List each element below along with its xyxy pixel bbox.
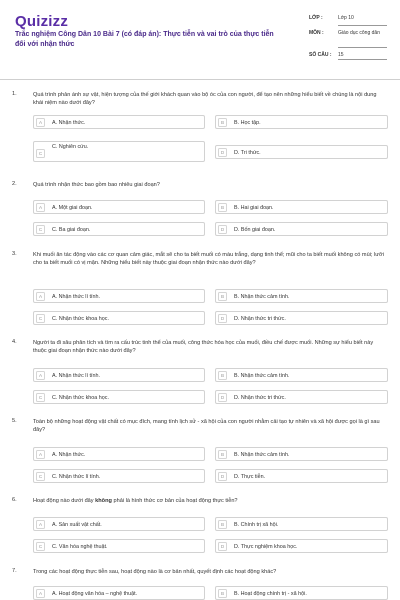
option-text: A. Nhận thức lí tính. [52, 372, 100, 379]
option-letter: C [36, 314, 45, 323]
option-b[interactable] [215, 115, 388, 129]
meta-row-mon [309, 26, 387, 48]
question-number: 2. [12, 181, 17, 187]
option-letter: D [218, 225, 227, 234]
header-divider [0, 79, 400, 80]
option-letter: C [36, 225, 45, 234]
question-number: 5. [12, 418, 17, 424]
option-letter: D [218, 393, 227, 402]
option-d[interactable] [215, 145, 388, 159]
meta-row-lop [309, 12, 387, 26]
option-letter: B [218, 520, 227, 529]
question-text-part: Hoạt động nào dưới đây [33, 498, 96, 504]
question-number: 1. [12, 91, 17, 97]
option-text: A. Hoạt động văn hóa – nghệ thuật. [52, 590, 138, 597]
page-title: Trắc nghiệm Công Dân 10 Bài 7 (có đáp án): Thực tiễn và vai trò của thực tiễn đối với nhận thức [15, 31, 274, 48]
option-d[interactable] [215, 390, 388, 404]
option-text: C. Nghiên cứu. [52, 143, 89, 150]
question-text: Khi muối ăn tác động vào các cơ quan cảm giác, mắt sẽ cho ta biết muối có màu trắng, dạng tinh thể; mũi cho ta biết muối không có mùi; lưỡi cho ta biết muối có vị mặn. Những hiểu biết này thuộc giai đoạn nhận thức nào dưới đây? [33, 252, 384, 267]
option-a[interactable] [33, 115, 205, 129]
option-text: D. Nhận thức tri thức. [234, 315, 286, 322]
option-text: B. Chính trị xã hội. [234, 521, 279, 528]
option-letter: A [36, 118, 45, 127]
option-letter: D [218, 148, 227, 157]
option-b[interactable] [215, 447, 388, 461]
option-text: A. Sản xuất vật chất. [52, 521, 102, 528]
option-text: D. Bốn giai đoạn. [234, 226, 276, 233]
question-text: Quá trình nhận thức bao gồm bao nhiêu giai đoạn? [33, 182, 160, 188]
option-text: C. Ba giai đoạn. [52, 226, 91, 233]
meta-panel [309, 12, 387, 60]
option-text: C. Nhận thức lí tính. [52, 473, 101, 480]
option-letter: B [218, 371, 227, 380]
option-c[interactable] [33, 390, 205, 404]
option-text: D. Thực nghiệm khoa học. [234, 543, 298, 550]
meta-label-socau: SỐ CÂU : [309, 52, 332, 58]
option-d[interactable] [215, 222, 388, 236]
meta-line [338, 59, 387, 60]
option-letter: A [36, 292, 45, 301]
option-letter: A [36, 203, 45, 212]
option-b[interactable] [215, 200, 388, 214]
meta-label-mon: MÔN : [309, 30, 324, 36]
question-number: 4. [12, 339, 17, 345]
option-d[interactable] [215, 311, 388, 325]
option-text: B. Hoạt động chính trị - xã hội. [234, 590, 307, 597]
option-letter: C [36, 149, 45, 158]
option-letter: C [36, 542, 45, 551]
meta-value-mon: Giáo dục công dân [338, 30, 380, 36]
option-letter: B [218, 450, 227, 459]
meta-value-lop: Lớp 10 [338, 15, 354, 21]
option-text: D. Thực tiễn. [234, 473, 266, 480]
question-text [33, 497, 388, 505]
option-c[interactable] [33, 141, 205, 162]
option-b[interactable] [215, 517, 388, 531]
option-b[interactable] [215, 289, 388, 303]
option-letter: A [36, 520, 45, 529]
option-letter: A [36, 589, 45, 598]
meta-value-socau: 15 [338, 52, 344, 58]
option-text: A. Một giai đoạn. [52, 204, 93, 211]
option-text: B. Học tập. [234, 119, 261, 126]
option-text: B. Nhận thức cảm tính. [234, 451, 290, 458]
option-text: C. Văn hóa nghệ thuật. [52, 543, 108, 550]
question-text: Toàn bộ những hoạt động vật chất có mục đích, mang tính lịch sử - xã hội của con người nhằm cải tạo tự nhiên và xã hội được gọi là gì sau đây? [33, 419, 380, 434]
option-a[interactable] [33, 517, 205, 531]
question-number: 3. [12, 251, 17, 257]
question-number: 7. [12, 568, 17, 574]
question-text: Quá trình phản ánh sự vật, hiện tượng của thế giới khách quan vào bộ óc của con người, để tạo nên những hiểu biết về chúng là nội dung khái niệm nào dưới đây? [33, 92, 377, 107]
question-text: Trong các hoạt động thực tiễn sau, hoạt động nào là cơ bản nhất, quyết định các hoạt động khác? [33, 569, 277, 575]
question-text-emphasis: không [95, 498, 112, 504]
quizizz-logo: Quizizz [15, 13, 69, 30]
meta-label-lop: LỚP : [309, 15, 323, 21]
option-c[interactable] [33, 222, 205, 236]
option-text: C. Nhận thức khoa học. [52, 315, 109, 322]
option-text: A. Nhận thức lí tính. [52, 293, 100, 300]
question-text: Người ta đi sâu phân tích và tìm ra cấu trúc tinh thể của muối, công thức hóa học của muối, điều chế được muối. Những sự hiểu biết này thuộc giai đoạn nhận thức nào dưới đây? [33, 340, 374, 355]
option-text: B. Nhận thức cảm tính. [234, 293, 290, 300]
option-text: B. Nhận thức cảm tính. [234, 372, 290, 379]
option-c[interactable] [33, 469, 205, 483]
option-letter: C [36, 393, 45, 402]
option-text: C. Nhận thức khoa học. [52, 394, 109, 401]
option-d[interactable] [215, 539, 388, 553]
option-letter: A [36, 450, 45, 459]
question-text-part: phải là hình thức cơ bản của hoạt động thực tiễn? [111, 498, 238, 504]
option-b[interactable] [215, 368, 388, 382]
option-letter: D [218, 472, 227, 481]
option-a[interactable] [33, 289, 205, 303]
option-letter: A [36, 371, 45, 380]
option-letter: B [218, 292, 227, 301]
option-a[interactable] [33, 368, 205, 382]
option-text: A. Nhận thức. [52, 451, 86, 458]
option-c[interactable] [33, 539, 205, 553]
option-text: D. Nhận thức tri thức. [234, 394, 286, 401]
option-letter: B [218, 203, 227, 212]
option-text: A. Nhận thức. [52, 119, 86, 126]
option-letter: D [218, 314, 227, 323]
option-text: D. Tri thức. [234, 149, 261, 156]
option-d[interactable] [215, 469, 388, 483]
option-letter: D [218, 542, 227, 551]
option-c[interactable] [33, 311, 205, 325]
option-a[interactable] [33, 447, 205, 461]
option-letter: C [36, 472, 45, 481]
meta-row-socau [309, 48, 387, 60]
option-letter: B [218, 118, 227, 127]
question-number: 6. [12, 497, 17, 503]
option-letter: B [218, 589, 227, 598]
option-a[interactable] [33, 200, 205, 214]
option-b[interactable] [215, 586, 388, 600]
option-a[interactable] [33, 586, 205, 600]
option-text: B. Hai giai đoạn. [234, 204, 274, 211]
